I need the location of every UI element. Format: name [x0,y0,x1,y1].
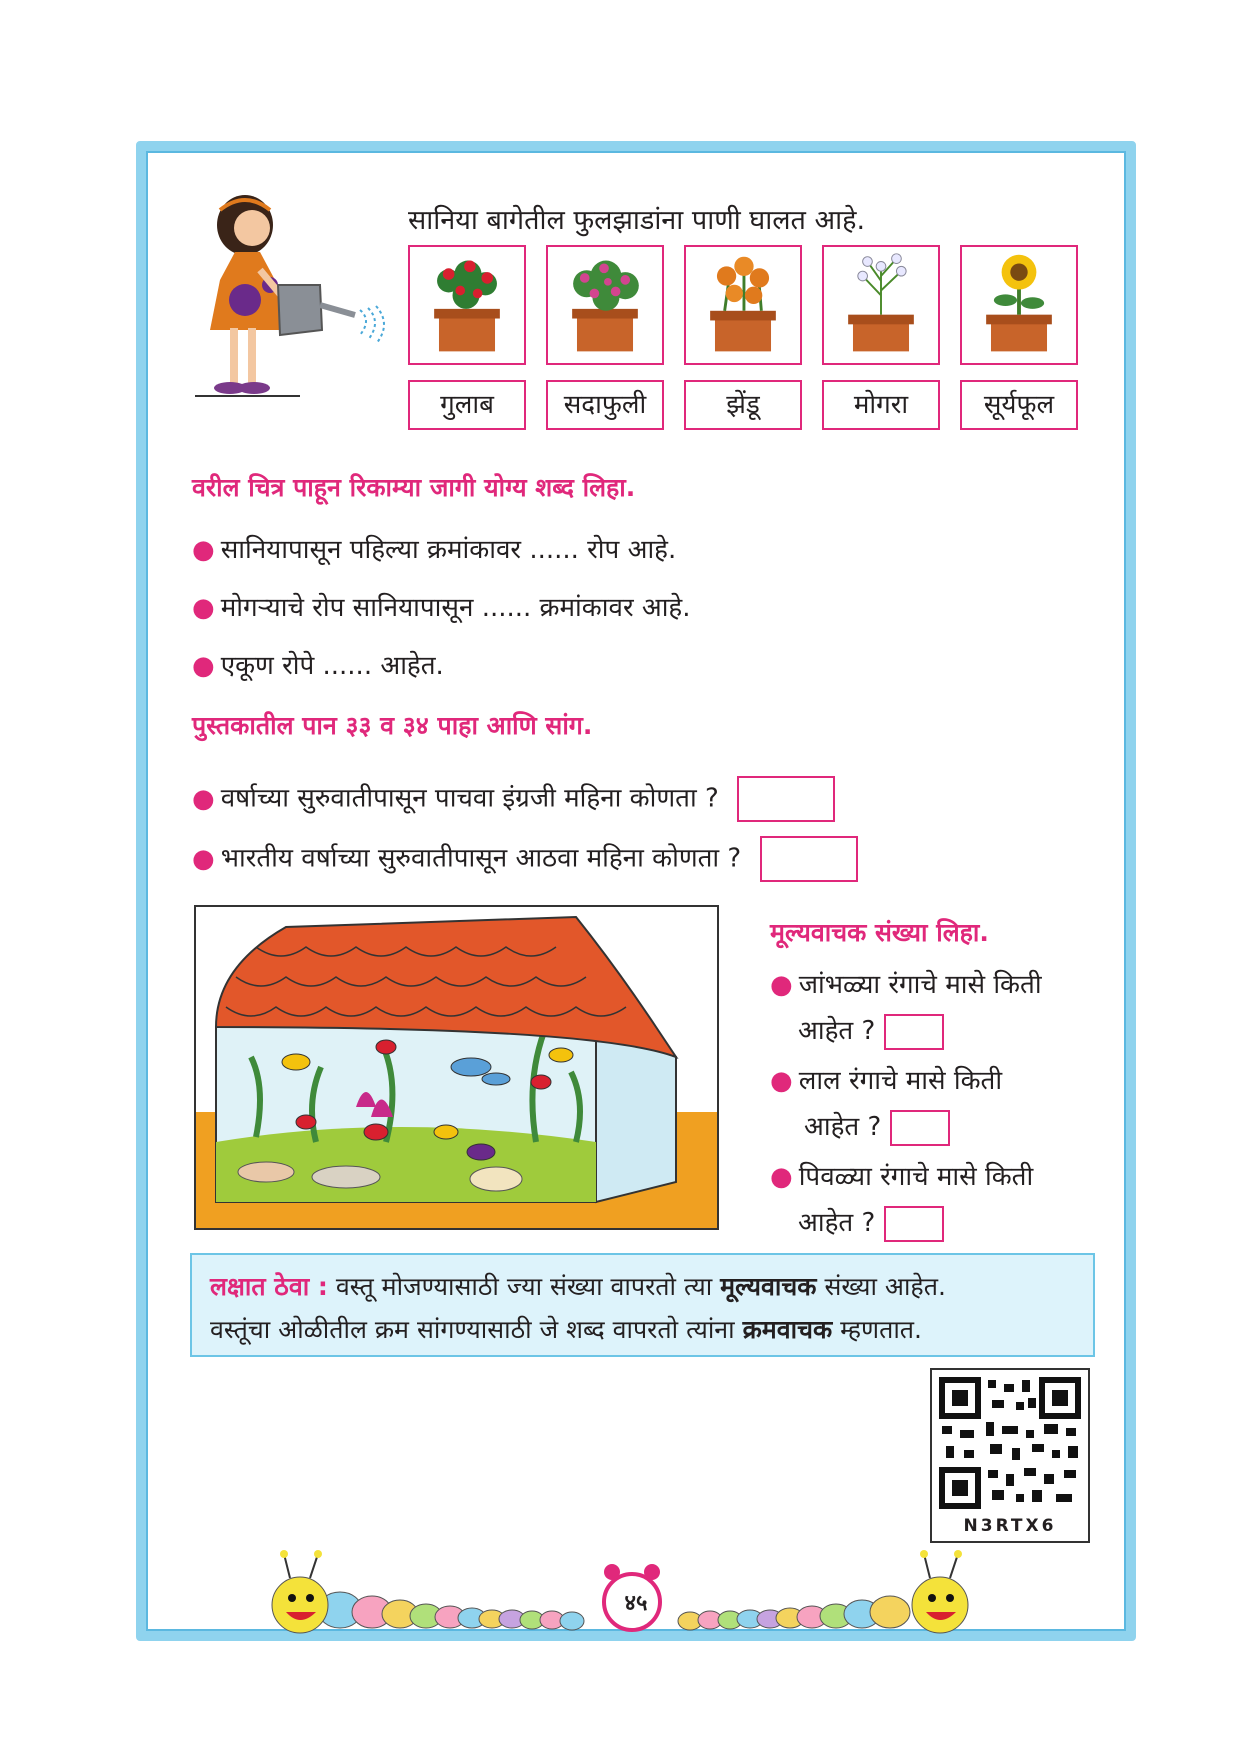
note-line-2 [210,1308,1075,1351]
section1-item-2-text: मोगऱ्याचे रोप सानियापासून ...... क्रमांकावर आहे. [220,593,691,623]
sunflower-pot-icon [962,247,1076,363]
qr-code-icon [932,1370,1088,1510]
plant-label-jasmine: मोगरा [822,380,940,430]
bullet-icon: ● [770,1162,793,1192]
note-line2-end: म्हणतात. [840,1315,922,1344]
purple-fish-question: जांभळ्या रंगाचे मासे किती [798,970,1042,1000]
section1-item-1 [192,530,676,566]
jasmine-pot-icon [824,247,938,363]
bullet-icon: ● [770,970,793,1000]
bullet-icon: ● [192,783,215,814]
red-fish-question-end: आहेत ? [804,1112,882,1142]
note-label: लक्षात ठेवा : [210,1272,328,1301]
section3-item-1 [770,962,1042,1054]
section1-item-3-text: एकूण रोपे ...... आहेत. [220,651,444,681]
bullet-icon: ● [192,535,215,565]
yellow-fish-question-end: आहेत ? [798,1208,876,1238]
section3-heading: मूल्यवाचक संख्या लिहा. [770,918,989,947]
plant-picture-sunflower [960,245,1078,365]
plant-picture-rose [408,245,526,365]
plant-picture-marigold [684,245,802,365]
marigold-pot-icon [686,247,800,363]
answer-box-fifth-month[interactable] [737,776,835,822]
answer-box-eighth-month[interactable] [760,836,858,882]
bullet-icon: ● [192,651,215,681]
qr-code-label: N3RTX6 [963,1516,1057,1536]
aquarium-illustration [194,905,719,1230]
plant-picture-periwinkle [546,245,664,365]
note-ordinal-term: क्रमवाचक [742,1315,833,1344]
note-cardinal-term: मूल्यवाचक [720,1272,817,1301]
scene-caption: सानिया बागेतील फुलझाडांना पाणी घालत आहे. [408,205,866,236]
plant-label-marigold: झेंडू [684,380,802,430]
page-number: ४५ [624,1591,648,1616]
section1-item-2 [192,588,691,624]
section2-item-1-text: वर्षाच्या सुरुवातीपासून पाचवा इंग्रजी महिना कोणता ? [220,783,719,814]
note-line-1 [210,1265,1075,1308]
remember-note [190,1253,1095,1357]
section2-item-2-text: भारतीय वर्षाच्या सुरुवातीपासून आठवा महिना कोणता ? [220,843,742,874]
plant-picture-jasmine [822,245,940,365]
section1-item-3 [192,646,444,682]
note-line2-text: वस्तूंचा ओळीतील क्रम सांगण्यासाठी जे शब्द वापरतो त्यांना [210,1315,735,1344]
answer-box-yellow-fish[interactable] [884,1206,944,1242]
section2-item-1 [192,776,835,822]
section3-item-2 [770,1058,1002,1150]
aquarium-picture [196,907,717,1228]
note-line1-end: संख्या आहेत. [824,1272,946,1301]
girl-watering-illustration [190,190,395,410]
section2-item-2 [192,836,858,882]
section3-item-3 [770,1154,1033,1246]
periwinkle-pot-icon [548,247,662,363]
bullet-icon: ● [192,593,215,623]
purple-fish-question-end: आहेत ? [798,1016,876,1046]
section1-heading: वरील चित्र पाहून रिकाम्या जागी योग्य शब्द लिहा. [192,473,636,502]
bullet-icon: ● [770,1066,793,1096]
section2-heading: पुस्तकातील पान ३३ व ३४ पाहा आणि सांग. [192,711,593,740]
plant-label-sunflower: सूर्यफूल [960,380,1078,430]
plant-label-rose: गुलाब [408,380,526,430]
section1-item-1-text: सानियापासून पहिल्या क्रमांकावर ...... रोप आहे. [220,535,677,565]
answer-box-purple-fish[interactable] [884,1014,944,1050]
red-fish-question: लाल रंगाचे मासे किती [798,1066,1003,1096]
rose-pot-icon [410,247,524,363]
yellow-fish-question: पिवळ्या रंगाचे मासे किती [798,1162,1034,1192]
note-line1-text: वस्तू मोजण्यासाठी ज्या संख्या वापरतो त्या [335,1272,713,1301]
plant-label-periwinkle: सदाफुली [546,380,664,430]
answer-box-red-fish[interactable] [890,1110,950,1146]
bullet-icon: ● [192,843,215,874]
